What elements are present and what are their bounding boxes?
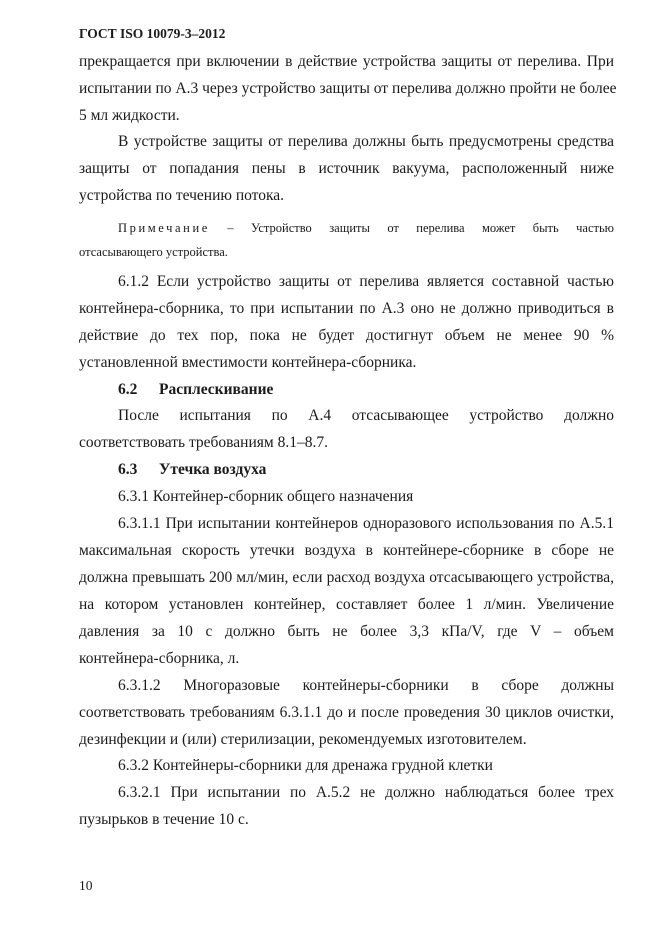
note-label: Примечание xyxy=(118,221,210,235)
text-line: пузырьков в течение 10 с. xyxy=(79,811,249,828)
text-line: должна превышать 200 мл/мин, если расход воздуха отсасывающего устройства, xyxy=(79,569,614,586)
text-line: После испытания по А.4 отсасывающее устройство должно xyxy=(118,407,614,424)
text-line: действие до тех пор, пока не будет достигнут объем не менее 90 % xyxy=(79,327,614,344)
text-line: давления за 10 с должно быть не более 3,3 кПа/V, где V – объем xyxy=(79,623,614,640)
text-line: контейнера-сборника, л. xyxy=(79,650,240,667)
text-line: контейнера-сборника, то при испытании по А.3 оно не должно приводиться в xyxy=(79,300,614,317)
note-text: – Устройство защиты от перелива может быть частью xyxy=(227,221,615,235)
note-line xyxy=(118,218,614,238)
page-number: 10 xyxy=(79,878,93,893)
text-line: соответствовать требованиям 8.1–8.7. xyxy=(79,434,328,451)
text-line: испытании по А.3 через устройство защиты от перелива должно пройти не более xyxy=(79,80,617,97)
section-heading-6-3: 6.3 Утечка воздуха xyxy=(118,461,267,478)
subsection-heading-6-3-2: 6.3.2 Контейнеры-сборники для дренажа грудной клетки xyxy=(118,757,493,774)
text-line: на котором установлен контейнер, составляет более 1 л/мин. Увеличение xyxy=(79,596,614,613)
subsection-heading-6-3-1: 6.3.1 Контейнер-сборник общего назначения xyxy=(118,488,414,505)
text-line: максимальная скорость утечки воздуха в контейнере-сборнике в сборе не xyxy=(79,542,614,559)
text-line: 6.3.1.2 Многоразовые контейнеры-сборники в сборе должны xyxy=(118,677,614,694)
text-line: 6.1.2 Если устройство защиты от перелива является составной частью xyxy=(118,273,614,290)
text-line: прекращается при включении в действие устройства защиты от перелива. При xyxy=(79,53,614,70)
text-line: защиты от попадания пены в источник вакуума, расположенный ниже xyxy=(79,160,614,177)
text-line: соответствовать требованиям 6.3.1.1 до и после проведения 30 циклов очистки, xyxy=(79,704,614,721)
section-heading-6-2: 6.2 Расплескивание xyxy=(118,381,274,398)
text-line: 5 мл жидкости. xyxy=(79,107,180,124)
text-line: дезинфекции и (или) стерилизации, рекомендуемых изготовителем. xyxy=(79,731,527,748)
text-line: 6.3.2.1 При испытании по А.5.2 не должно наблюдаться более трех xyxy=(118,784,614,801)
note-line: отсасывающего устройства. xyxy=(79,245,228,259)
text-line: устройства по течению потока. xyxy=(79,187,285,204)
document-header: ГОСТ ISO 10079-3–2012 xyxy=(79,26,226,41)
text-line: В устройстве защиты от перелива должны быть предусмотрены средства xyxy=(118,133,614,150)
text-line: установленной вместимости контейнера-сборника. xyxy=(79,354,417,371)
text-line: 6.3.1.1 При испытании контейнеров одноразового использования по А.5.1 xyxy=(118,515,614,532)
